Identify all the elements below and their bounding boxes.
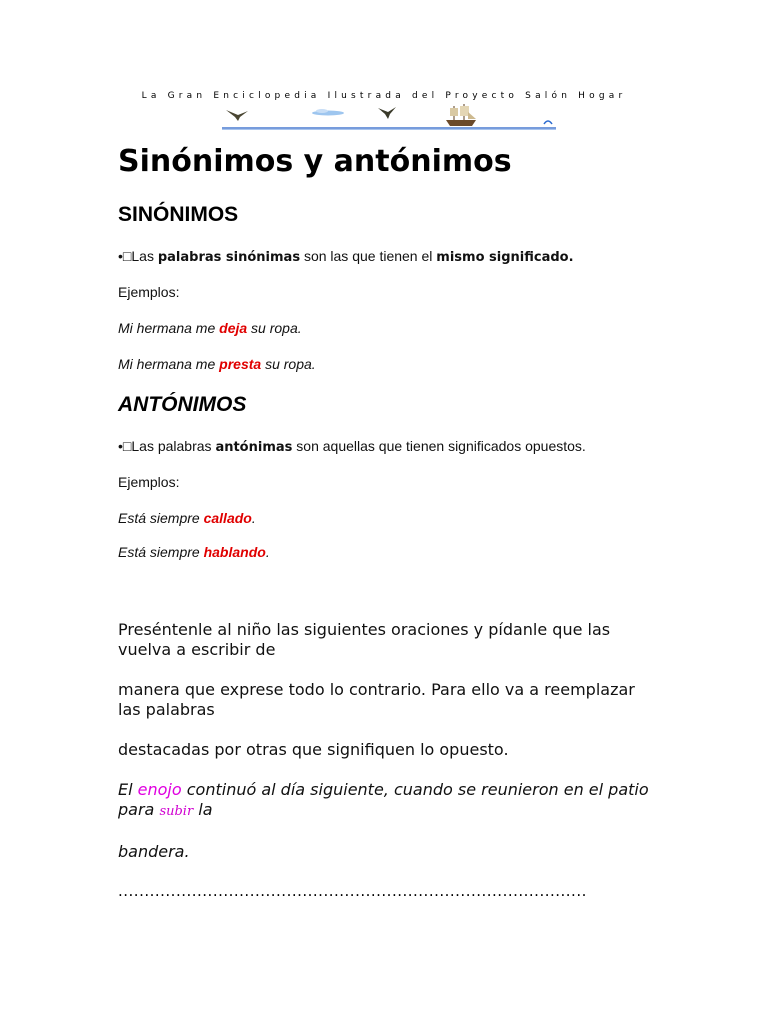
sinonimos-definition — [118, 248, 574, 265]
highlighted-word: callado — [203, 510, 252, 526]
bird-icon — [226, 110, 248, 121]
antonimos-heading: ANTÓNIMOS — [118, 393, 247, 416]
text: El — [118, 780, 138, 799]
text: su ropa. — [247, 320, 302, 336]
site-header-text: La Gran Enciclopedia Ilustrada del Proyecto Salón Hogar — [141, 91, 627, 101]
sinonimos-examples-label: Ejemplos: — [118, 284, 180, 300]
box-glyph: □ — [122, 248, 132, 264]
highlighted-word: hablando — [203, 544, 266, 560]
page-title: Sinónimos y antónimos — [118, 144, 512, 179]
highlighted-word: presta — [219, 356, 262, 372]
bold-term: antónimas — [215, 440, 293, 455]
antonimos-example-1 — [118, 510, 256, 526]
antonimos-definition — [118, 438, 586, 455]
antonimos-example-2 — [118, 544, 270, 560]
highlighted-word: subir — [159, 804, 194, 819]
exercise-paragraph-3: destacadas por otras que signifiquen lo opuesto. — [118, 740, 509, 759]
highlighted-word: enojo — [137, 780, 182, 799]
bullet: • — [118, 248, 123, 264]
box-glyph: □ — [122, 438, 132, 454]
bold-term: palabras sinónimas — [157, 250, 301, 265]
exercise-sentence — [118, 780, 658, 822]
exercise-sentence-end: bandera. — [118, 842, 190, 861]
text: Las palabras — [131, 438, 216, 454]
answer-dotted-line: ......................................................................................... — [118, 882, 587, 900]
text: continuó al día siguiente, cuando se reunieron en el patio para — [118, 780, 649, 819]
sinonimos-example-2 — [118, 356, 316, 372]
bird-icon — [378, 107, 396, 119]
antonimos-examples-label: Ejemplos: — [118, 474, 180, 490]
exercise-paragraph-2: manera que exprese todo lo contrario. Para ello va a reemplazar las palabras — [118, 680, 635, 719]
text: Está siempre — [118, 544, 204, 560]
exercise-paragraph-1: Preséntenle al niño las siguientes oraciones y pídanle que las vuelva a escribir de — [118, 620, 611, 659]
text: la — [193, 800, 213, 819]
text: Está siempre — [118, 510, 204, 526]
text: son las que tienen el — [300, 248, 437, 264]
bold-term: mismo significado. — [436, 250, 574, 265]
text: . — [265, 544, 270, 560]
text: son aquellas que tienen significados opuestos. — [292, 438, 586, 454]
sinonimos-heading: SINÓNIMOS — [118, 203, 239, 226]
text: Mi hermana me — [118, 320, 220, 336]
cloud-icon — [312, 109, 344, 116]
text: Las — [131, 248, 158, 264]
sinonimos-example-1 — [118, 320, 302, 336]
bullet: • — [118, 438, 123, 454]
highlighted-word: deja — [219, 320, 248, 336]
ship-icon — [446, 104, 476, 126]
header-banner-image — [218, 102, 560, 132]
text: . — [251, 510, 256, 526]
text: su ropa. — [261, 356, 316, 372]
wave-icon — [544, 121, 552, 124]
text: Mi hermana me — [118, 356, 220, 372]
